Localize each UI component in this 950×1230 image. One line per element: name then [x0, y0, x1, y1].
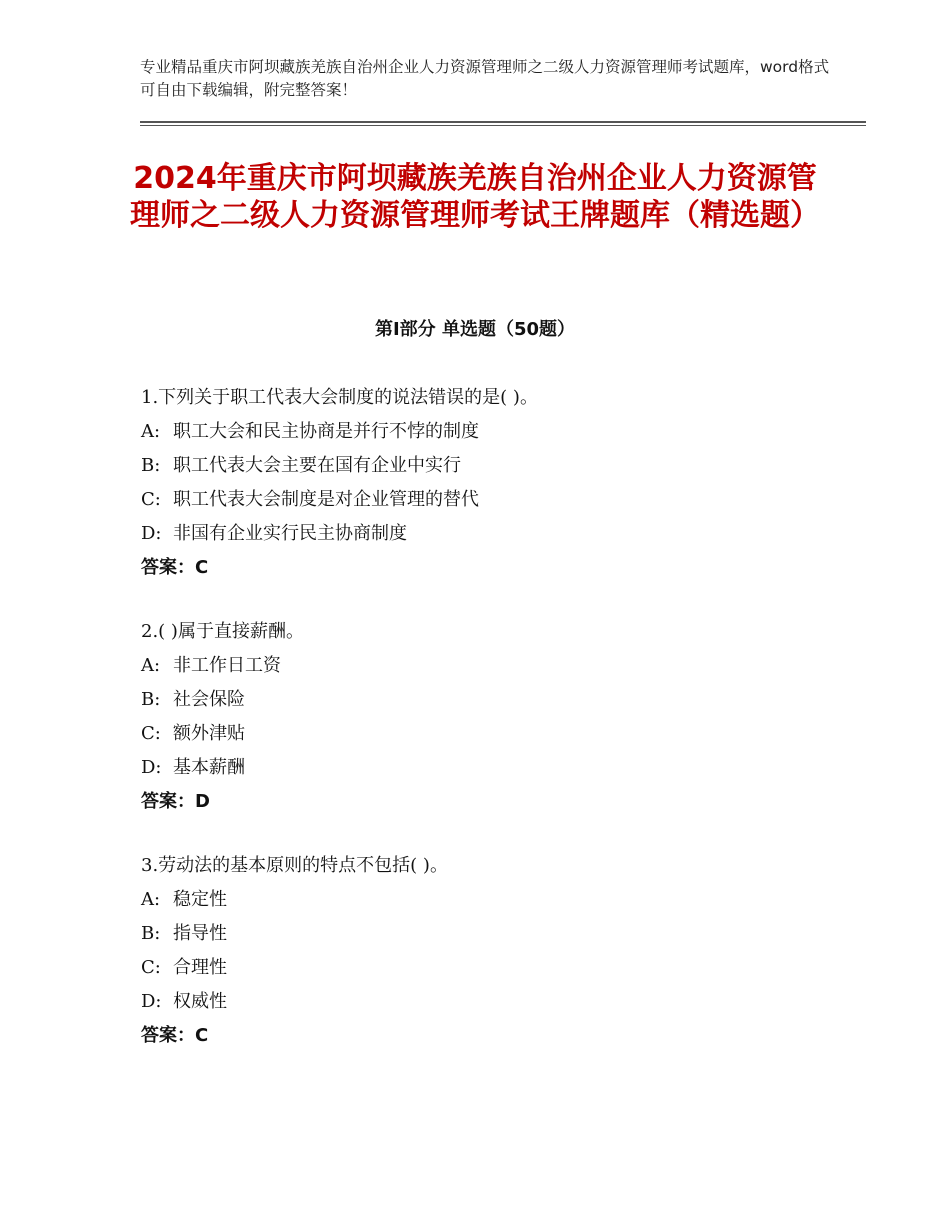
- option-a: [141, 649, 861, 683]
- option-d: [141, 751, 861, 785]
- option-key: D:: [141, 991, 162, 1012]
- question-stem: 1.下列关于职工代表大会制度的说法错误的是( )。: [141, 387, 538, 408]
- option-a: [141, 415, 861, 449]
- header-note: 专业精品重庆市阿坝藏族羌族自治州企业人力资源管理师之二级人力资源管理师考试题库，word格式可自由下载编辑，附完整答案！: [140, 58, 830, 99]
- option-text: 额外津贴: [173, 723, 245, 744]
- option-c: [141, 483, 861, 517]
- option-key: B:: [141, 689, 161, 710]
- section-title: 第Ⅰ部分 单选题（50题）: [374, 319, 575, 340]
- option-c: [141, 951, 861, 985]
- option-b: [141, 917, 861, 951]
- option-key: A:: [141, 421, 161, 442]
- option-key: D:: [141, 523, 162, 544]
- header-divider-thin: [140, 125, 866, 126]
- option-text: 权威性: [173, 991, 227, 1012]
- header-divider: [140, 121, 866, 123]
- question-3: [141, 849, 861, 1053]
- option-key: C:: [141, 489, 161, 510]
- question-2: [141, 615, 861, 819]
- option-key: A:: [141, 889, 161, 910]
- question-1: [141, 381, 861, 585]
- option-key: D:: [141, 757, 162, 778]
- option-text: 指导性: [173, 923, 227, 944]
- option-key: C:: [141, 957, 161, 978]
- question-stem: 2.( )属于直接薪酬。: [141, 621, 304, 642]
- option-a: [141, 883, 861, 917]
- option-text: 非工作日工资: [173, 655, 281, 676]
- question-stem: 3.劳动法的基本原则的特点不包括( )。: [141, 855, 448, 876]
- option-d: [141, 985, 861, 1019]
- option-b: [141, 449, 861, 483]
- option-c: [141, 717, 861, 751]
- option-text: 职工大会和民主协商是并行不悖的制度: [173, 421, 479, 442]
- option-key: B:: [141, 923, 161, 944]
- option-text: 职工代表大会主要在国有企业中实行: [173, 455, 461, 476]
- option-text: 职工代表大会制度是对企业管理的替代: [173, 489, 479, 510]
- answer-line: 答案：D: [141, 791, 210, 812]
- option-key: A:: [141, 655, 161, 676]
- answer-line: 答案：C: [141, 557, 209, 578]
- option-key: B:: [141, 455, 161, 476]
- document-title: 2024年重庆市阿坝藏族羌族自治州企业人力资源管理师之二级人力资源管理师考试王牌题库（精选题）: [130, 161, 820, 233]
- answer-line: 答案：C: [141, 1025, 209, 1046]
- option-key: C:: [141, 723, 161, 744]
- question-list: [141, 381, 861, 1083]
- option-text: 基本薪酬: [173, 757, 245, 778]
- option-b: [141, 683, 861, 717]
- option-text: 稳定性: [173, 889, 227, 910]
- option-text: 非国有企业实行民主协商制度: [173, 523, 407, 544]
- option-d: [141, 517, 861, 551]
- option-text: 社会保险: [173, 689, 245, 710]
- option-text: 合理性: [173, 957, 227, 978]
